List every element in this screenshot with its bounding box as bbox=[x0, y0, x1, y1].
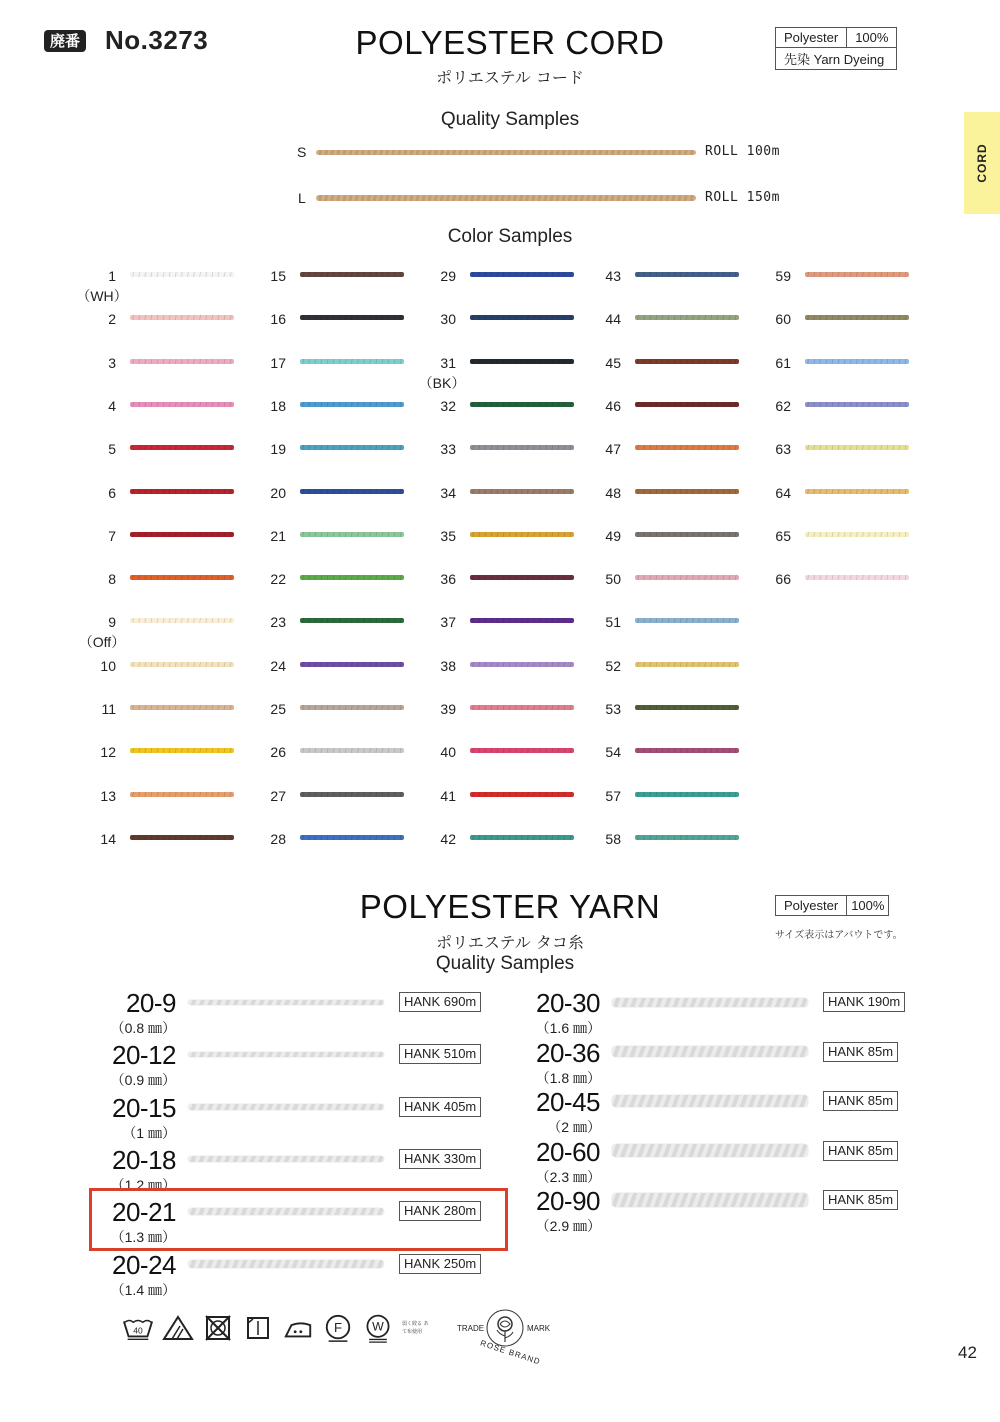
color-number: 14 bbox=[100, 830, 116, 847]
color-swatch bbox=[470, 662, 574, 667]
color-swatch bbox=[635, 662, 739, 667]
svg-text:F: F bbox=[333, 1319, 343, 1335]
color-number: 47 bbox=[605, 441, 621, 458]
color-swatch bbox=[130, 835, 234, 840]
color-swatch bbox=[635, 532, 739, 537]
color-number: 13 bbox=[100, 787, 116, 804]
color-number: 8 bbox=[108, 571, 116, 588]
color-number: 27 bbox=[270, 787, 286, 804]
color-number: 36 bbox=[440, 571, 456, 588]
color-swatch bbox=[635, 272, 739, 277]
wash-temp: 40 bbox=[133, 1325, 143, 1336]
color-swatch bbox=[470, 748, 574, 753]
yarn-code: 20-60 bbox=[536, 1136, 600, 1167]
yarn-gauge: （1 ㎜） bbox=[122, 1124, 176, 1141]
color-number: 12 bbox=[100, 744, 116, 761]
color-swatch bbox=[470, 575, 574, 580]
hank-length: HANK 330m bbox=[399, 1149, 481, 1169]
color-number: 2 bbox=[108, 311, 116, 328]
color-swatch bbox=[635, 445, 739, 450]
quality-label: S bbox=[297, 144, 307, 160]
rose-brand-label: ROSE BRAND bbox=[479, 1338, 542, 1367]
yarn-spec-table bbox=[775, 895, 889, 916]
color-number: 17 bbox=[270, 354, 286, 371]
spec-cell: Polyester bbox=[776, 896, 847, 916]
color-number: 66 bbox=[775, 571, 791, 588]
color-swatch bbox=[300, 445, 404, 450]
color-swatch bbox=[470, 489, 574, 494]
color-swatch bbox=[300, 575, 404, 580]
color-swatch bbox=[805, 315, 909, 320]
color-swatch bbox=[635, 489, 739, 494]
color-number: 38 bbox=[440, 657, 456, 674]
color-swatch bbox=[130, 748, 234, 753]
care-note: 弱く絞る あて布使用 bbox=[402, 1321, 429, 1335]
hank-length: HANK 190m bbox=[823, 992, 905, 1012]
color-note: （Off） bbox=[78, 634, 126, 651]
page-number: 42 bbox=[958, 1343, 977, 1362]
color-swatch bbox=[470, 402, 574, 407]
hank-length: HANK 250m bbox=[399, 1254, 481, 1274]
color-number: 10 bbox=[100, 657, 116, 674]
color-swatch bbox=[130, 489, 234, 494]
hank-length: HANK 85m bbox=[823, 1141, 898, 1161]
color-number: 61 bbox=[775, 354, 791, 371]
yarn-gauge: （1.2 ㎜） bbox=[110, 1176, 176, 1193]
color-swatch bbox=[130, 532, 234, 537]
product-number: No.3273 bbox=[105, 25, 209, 55]
color-swatch bbox=[470, 445, 574, 450]
color-note: （WH） bbox=[76, 288, 128, 304]
color-number: 52 bbox=[605, 657, 621, 674]
hank-length: HANK 405m bbox=[399, 1097, 481, 1117]
color-number: 46 bbox=[605, 397, 621, 414]
color-number: 26 bbox=[270, 744, 286, 761]
color-number: 15 bbox=[270, 268, 286, 284]
color-number: 6 bbox=[108, 484, 116, 501]
color-number: 57 bbox=[605, 787, 621, 804]
yarn-sample bbox=[612, 1046, 808, 1056]
category-tab-label: CORD bbox=[975, 143, 989, 183]
color-number: 41 bbox=[440, 787, 456, 804]
color-number: 32 bbox=[440, 397, 456, 414]
yarn-sample bbox=[188, 1260, 384, 1268]
color-swatch bbox=[300, 618, 404, 623]
color-swatch bbox=[130, 315, 234, 320]
page-subtitle: ポリエステル コード bbox=[436, 68, 584, 87]
color-swatch bbox=[130, 445, 234, 450]
spec-row bbox=[776, 48, 897, 70]
color-swatch bbox=[470, 835, 574, 840]
color-swatch bbox=[130, 705, 234, 710]
mark-label: MARK bbox=[527, 1324, 551, 1333]
color-swatch bbox=[635, 402, 739, 407]
color-swatch bbox=[635, 359, 739, 364]
color-swatch bbox=[300, 835, 404, 840]
no-tumble-dry-icon bbox=[202, 1313, 234, 1343]
color-number: 21 bbox=[270, 527, 286, 544]
yarn-sample bbox=[612, 1193, 808, 1207]
yarn-gauge: （2.9 ㎜） bbox=[535, 1218, 601, 1234]
quality-samples-heading: Quality Samples bbox=[440, 109, 580, 130]
color-number: 45 bbox=[605, 354, 621, 371]
yarn-code: 20-12 bbox=[112, 1040, 176, 1071]
color-samples-heading: Color Samples bbox=[447, 226, 573, 247]
color-swatch bbox=[470, 705, 574, 710]
color-number: 39 bbox=[440, 701, 456, 717]
color-number: 53 bbox=[605, 701, 621, 717]
size-note: サイズ表示はアバウトです。 bbox=[775, 930, 903, 941]
yarn-gauge: （2.3 ㎜） bbox=[535, 1168, 601, 1185]
yarn-gauge: （1.4 ㎜） bbox=[110, 1281, 176, 1298]
iron-icon bbox=[282, 1313, 314, 1343]
color-swatch bbox=[470, 792, 574, 797]
color-number: 30 bbox=[440, 311, 456, 328]
spec-cell: 100% bbox=[847, 896, 889, 916]
quality-roll: ROLL 100m bbox=[705, 144, 780, 159]
color-number: 51 bbox=[605, 614, 621, 631]
color-swatch bbox=[300, 662, 404, 667]
color-swatch bbox=[130, 792, 234, 797]
yarn-code: 20-36 bbox=[536, 1037, 600, 1068]
yarn-gauge: （1.8 ㎜） bbox=[535, 1069, 601, 1086]
color-number: 7 bbox=[108, 527, 116, 544]
svg-text:W: W bbox=[372, 1319, 384, 1334]
color-number: 4 bbox=[108, 397, 116, 414]
color-number: 37 bbox=[440, 614, 456, 631]
color-number: 28 bbox=[270, 830, 286, 847]
yarn-code: 20-30 bbox=[536, 988, 600, 1018]
color-note: （BK） bbox=[418, 374, 466, 391]
color-swatch bbox=[470, 618, 574, 623]
color-swatch bbox=[130, 618, 234, 623]
color-number: 16 bbox=[270, 311, 286, 328]
quality-label: L bbox=[298, 190, 306, 206]
spec-cell: 100% bbox=[847, 28, 897, 48]
hank-length: HANK 510m bbox=[399, 1044, 481, 1064]
yarn-code: 20-9 bbox=[125, 988, 176, 1018]
color-swatch bbox=[300, 272, 404, 277]
yarn-code: 20-90 bbox=[536, 1186, 600, 1216]
color-swatch bbox=[470, 359, 574, 364]
yarn-code: 20-21 bbox=[112, 1197, 176, 1228]
color-number: 50 bbox=[605, 571, 621, 588]
color-number: 33 bbox=[440, 441, 456, 458]
spec-cell: Polyester bbox=[776, 28, 847, 48]
color-number: 48 bbox=[605, 484, 621, 501]
color-swatch bbox=[300, 705, 404, 710]
spec-cell: 先染 Yarn Dyeing bbox=[776, 48, 897, 70]
yarn-subtitle: ポリエステル タコ糸 bbox=[436, 933, 584, 952]
cord-sample-l bbox=[316, 195, 696, 201]
color-swatch bbox=[130, 272, 234, 277]
color-number: 58 bbox=[605, 830, 621, 847]
color-swatch bbox=[635, 618, 739, 623]
yarn-gauge: （2 ㎜） bbox=[547, 1119, 601, 1135]
color-number: 64 bbox=[775, 484, 791, 501]
color-number: 62 bbox=[775, 397, 791, 414]
color-number: 25 bbox=[270, 701, 286, 717]
color-number: 40 bbox=[440, 744, 456, 761]
color-number: 63 bbox=[775, 441, 791, 458]
yarn-title: POLYESTER YARN bbox=[359, 888, 661, 925]
color-swatch bbox=[300, 532, 404, 537]
page-title: POLYESTER CORD bbox=[355, 24, 665, 61]
color-swatch bbox=[635, 575, 739, 580]
yarn-code: 20-45 bbox=[536, 1087, 600, 1117]
color-number: 3 bbox=[108, 354, 116, 371]
bleach-icon bbox=[162, 1313, 194, 1343]
yarn-gauge: （0.8 ㎜） bbox=[110, 1020, 176, 1036]
color-swatch bbox=[635, 835, 739, 840]
spec-row bbox=[776, 896, 889, 916]
color-number: 20 bbox=[270, 484, 286, 501]
yarn-code: 20-18 bbox=[112, 1144, 176, 1175]
wash-40-icon bbox=[122, 1313, 154, 1343]
trade-label: TRADE bbox=[457, 1324, 485, 1333]
color-swatch bbox=[805, 402, 909, 407]
color-number: 11 bbox=[101, 701, 116, 717]
discontinued-badge: 廃番 bbox=[44, 30, 86, 52]
color-number: 49 bbox=[605, 527, 621, 544]
color-number: 22 bbox=[270, 571, 286, 588]
care-symbols bbox=[122, 1313, 432, 1343]
yarn-gauge: （1.3 ㎜） bbox=[110, 1229, 176, 1246]
color-number: 42 bbox=[440, 830, 456, 847]
wet-clean-w-icon bbox=[362, 1313, 394, 1343]
color-swatch bbox=[635, 705, 739, 710]
line-dry-icon bbox=[242, 1313, 274, 1343]
color-number: 44 bbox=[605, 311, 621, 328]
color-number: 29 bbox=[440, 268, 456, 284]
color-swatch bbox=[300, 315, 404, 320]
color-number: 31 bbox=[440, 354, 456, 371]
color-number: 34 bbox=[440, 484, 456, 501]
yarn-code: 20-15 bbox=[112, 1092, 176, 1123]
color-swatch bbox=[635, 748, 739, 753]
category-tab bbox=[964, 112, 1000, 214]
rose-brand-logo bbox=[455, 1306, 555, 1367]
color-number: 9 bbox=[108, 614, 116, 631]
highlight-box bbox=[89, 1188, 508, 1251]
color-swatch bbox=[130, 575, 234, 580]
color-number: 5 bbox=[108, 441, 116, 458]
color-number: 1 bbox=[108, 268, 116, 284]
yarn-sample bbox=[612, 1144, 808, 1157]
color-swatch bbox=[635, 792, 739, 797]
color-swatch bbox=[300, 792, 404, 797]
color-number: 54 bbox=[605, 744, 621, 761]
color-swatch bbox=[300, 359, 404, 364]
yarn-quality-heading: Quality Samples bbox=[435, 953, 575, 974]
spec-row bbox=[776, 28, 897, 48]
hank-length: HANK 85m bbox=[823, 1091, 898, 1111]
yarn-sample bbox=[188, 1156, 384, 1163]
color-swatch bbox=[805, 359, 909, 364]
yarn-code: 20-24 bbox=[112, 1249, 176, 1280]
color-swatch bbox=[130, 402, 234, 407]
quality-roll: ROLL 150m bbox=[705, 190, 780, 205]
yarn-sample bbox=[612, 1095, 808, 1106]
yarn-sample bbox=[188, 1104, 384, 1110]
color-number: 65 bbox=[775, 527, 791, 544]
yarn-gauge: （1.6 ㎜） bbox=[535, 1020, 601, 1036]
color-swatch bbox=[130, 359, 234, 364]
color-swatch bbox=[300, 402, 404, 407]
color-swatch bbox=[635, 315, 739, 320]
hank-length: HANK 690m bbox=[399, 992, 481, 1012]
color-swatch bbox=[805, 445, 909, 450]
color-number: 43 bbox=[605, 268, 621, 284]
yarn-sample bbox=[612, 998, 808, 1007]
color-swatch bbox=[130, 662, 234, 667]
color-number: 18 bbox=[270, 397, 286, 414]
color-swatch bbox=[805, 489, 909, 494]
color-number: 60 bbox=[775, 311, 791, 328]
hank-length: HANK 85m bbox=[823, 1190, 898, 1210]
color-swatch bbox=[300, 748, 404, 753]
color-swatch bbox=[805, 575, 909, 580]
color-swatch bbox=[805, 532, 909, 537]
color-swatch bbox=[470, 272, 574, 277]
yarn-gauge: （0.9 ㎜） bbox=[110, 1072, 176, 1089]
hank-length: HANK 85m bbox=[823, 1042, 898, 1062]
color-number: 35 bbox=[440, 527, 456, 544]
color-number: 24 bbox=[270, 657, 286, 674]
cord-sample-s bbox=[316, 150, 696, 155]
material-spec-table bbox=[775, 27, 897, 70]
dry-clean-f-icon bbox=[322, 1313, 354, 1343]
color-swatch bbox=[470, 315, 574, 320]
color-number: 19 bbox=[270, 441, 286, 458]
yarn-sample bbox=[188, 1052, 384, 1058]
hank-length: HANK 280m bbox=[399, 1201, 481, 1221]
color-swatch bbox=[300, 489, 404, 494]
color-swatch bbox=[470, 532, 574, 537]
color-number: 59 bbox=[775, 268, 791, 284]
color-swatch bbox=[805, 272, 909, 277]
yarn-sample bbox=[188, 1000, 384, 1005]
color-number: 23 bbox=[270, 614, 286, 631]
